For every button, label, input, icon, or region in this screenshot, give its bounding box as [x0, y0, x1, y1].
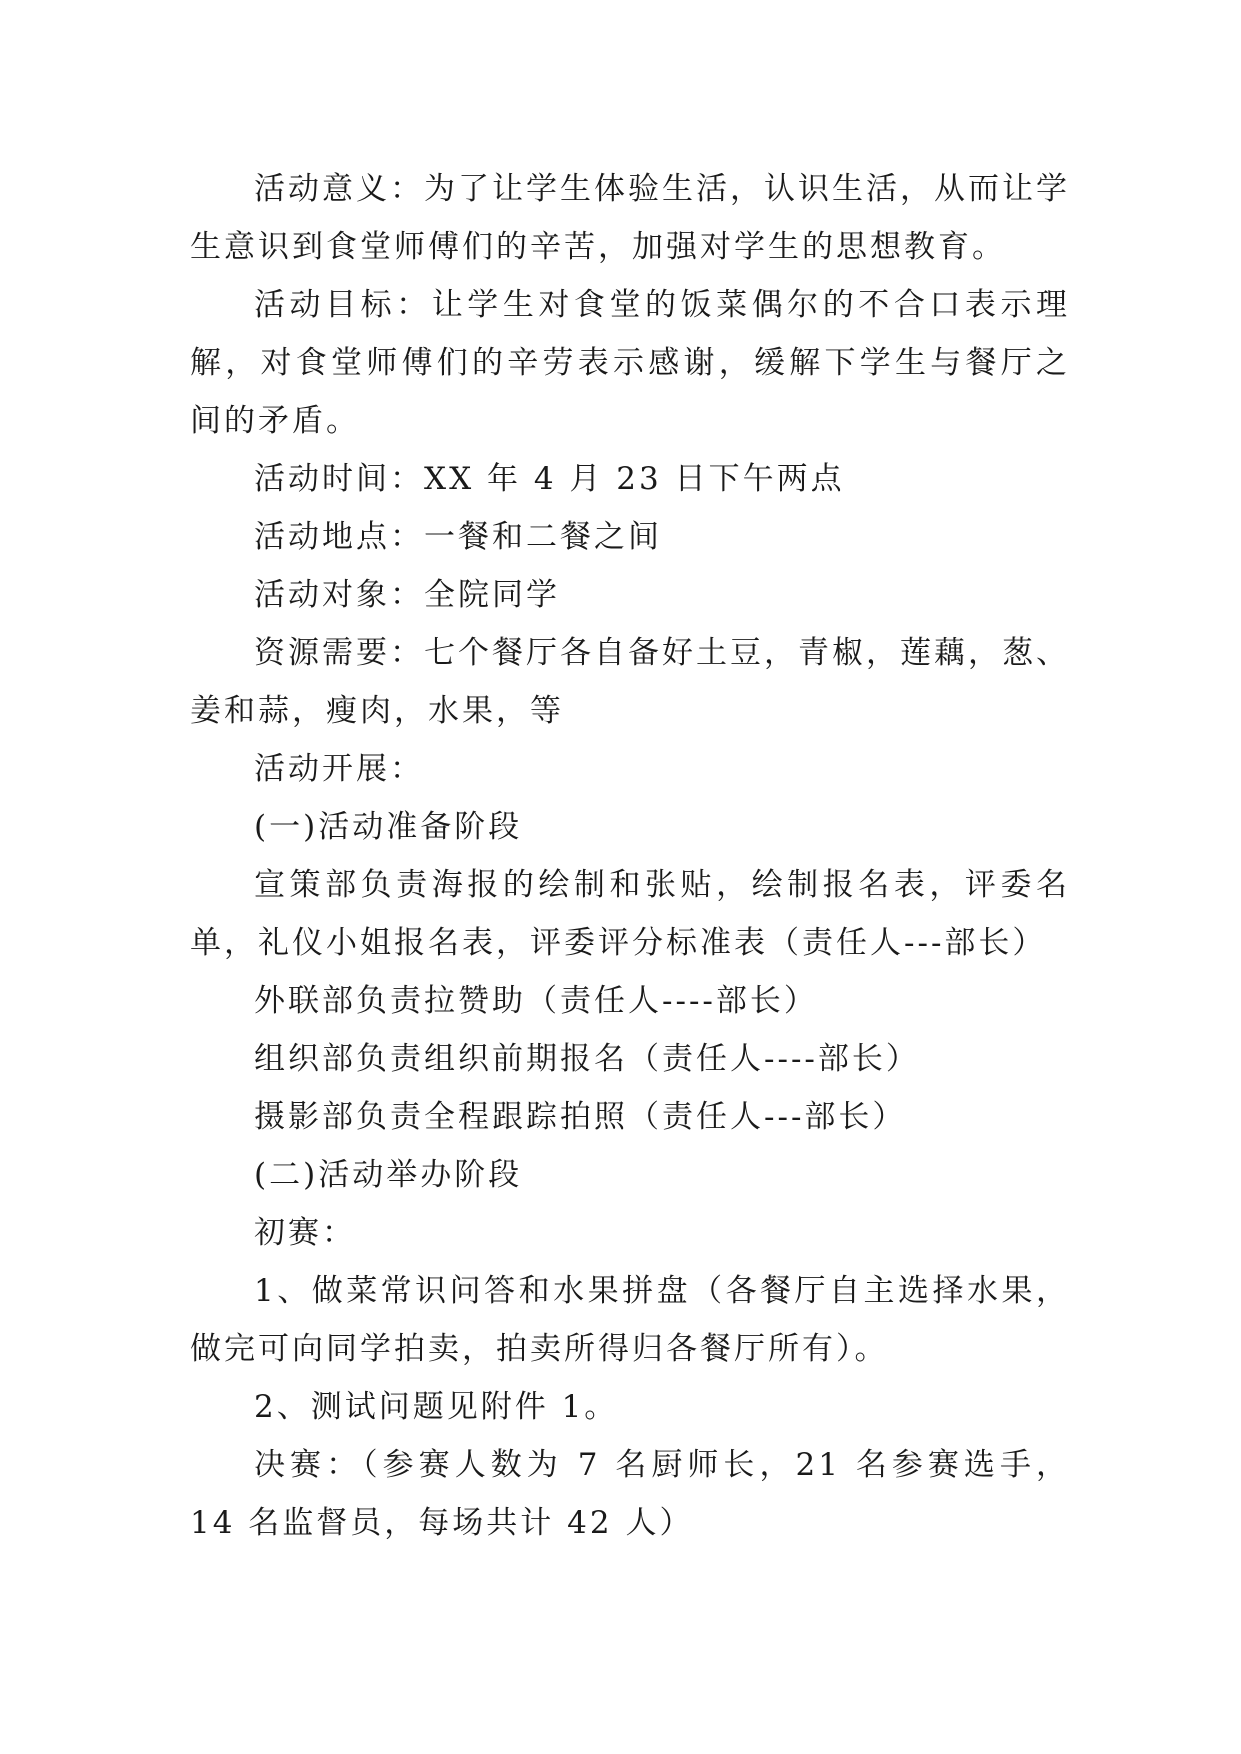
paragraph-photography-dept: 摄影部负责全程跟踪拍照（责任人---部长）: [254, 1099, 907, 1135]
paragraph-preliminary: 初赛：: [254, 1215, 356, 1251]
list-item-2: 2、测试问题见附件 1。: [254, 1389, 619, 1425]
paragraph-resources: 资源需要：七个餐厅各自备好土豆，青椒，莲藕，葱、姜和蒜，瘦肉，水果，等: [190, 635, 1070, 729]
section-heading-preparation: (一)活动准备阶段: [254, 809, 523, 845]
section-heading-execution: (二)活动举办阶段: [254, 1157, 523, 1193]
paragraph-organization-dept: 组织部负责组织前期报名（责任人----部长）: [254, 1041, 920, 1077]
paragraph-activity-audience: 活动对象：全院同学: [254, 577, 560, 613]
paragraph-activity-location: 活动地点：一餐和二餐之间: [254, 519, 662, 555]
paragraph-publicity-dept: 宣策部负责海报的绘制和张贴，绘制报名表，评委名单，礼仪小姐报名表，评委评分标准表（责任人---部长）: [190, 867, 1070, 961]
paragraph-activity-meaning: 活动意义：为了让学生体验生活，认识生活，从而让学生意识到食堂师傅们的辛苦，加强对学生的思想教育。: [190, 171, 1070, 265]
paragraph-activity-time: 活动时间：XX 年 4 月 23 日下午两点: [254, 461, 845, 497]
paragraph-activity-goal: 活动目标：让学生对食堂的饭菜偶尔的不合口表示理解，对食堂师傅们的辛劳表示感谢，缓解下学生与餐厅之间的矛盾。: [190, 287, 1070, 439]
document-body: [190, 160, 1070, 1552]
list-item-1: 1、做菜常识问答和水果拼盘（各餐厅自主选择水果，做完可向同学拍卖，拍卖所得归各餐厅所有）。: [190, 1273, 1070, 1367]
paragraph-final: 决赛：（参赛人数为 7 名厨师长，21 名参赛选手，14 名监督员，每场共计 42 人）: [190, 1447, 1070, 1541]
paragraph-external-dept: 外联部负责拉赞助（责任人----部长）: [254, 983, 818, 1019]
paragraph-activity-plan: 活动开展：: [254, 751, 424, 787]
